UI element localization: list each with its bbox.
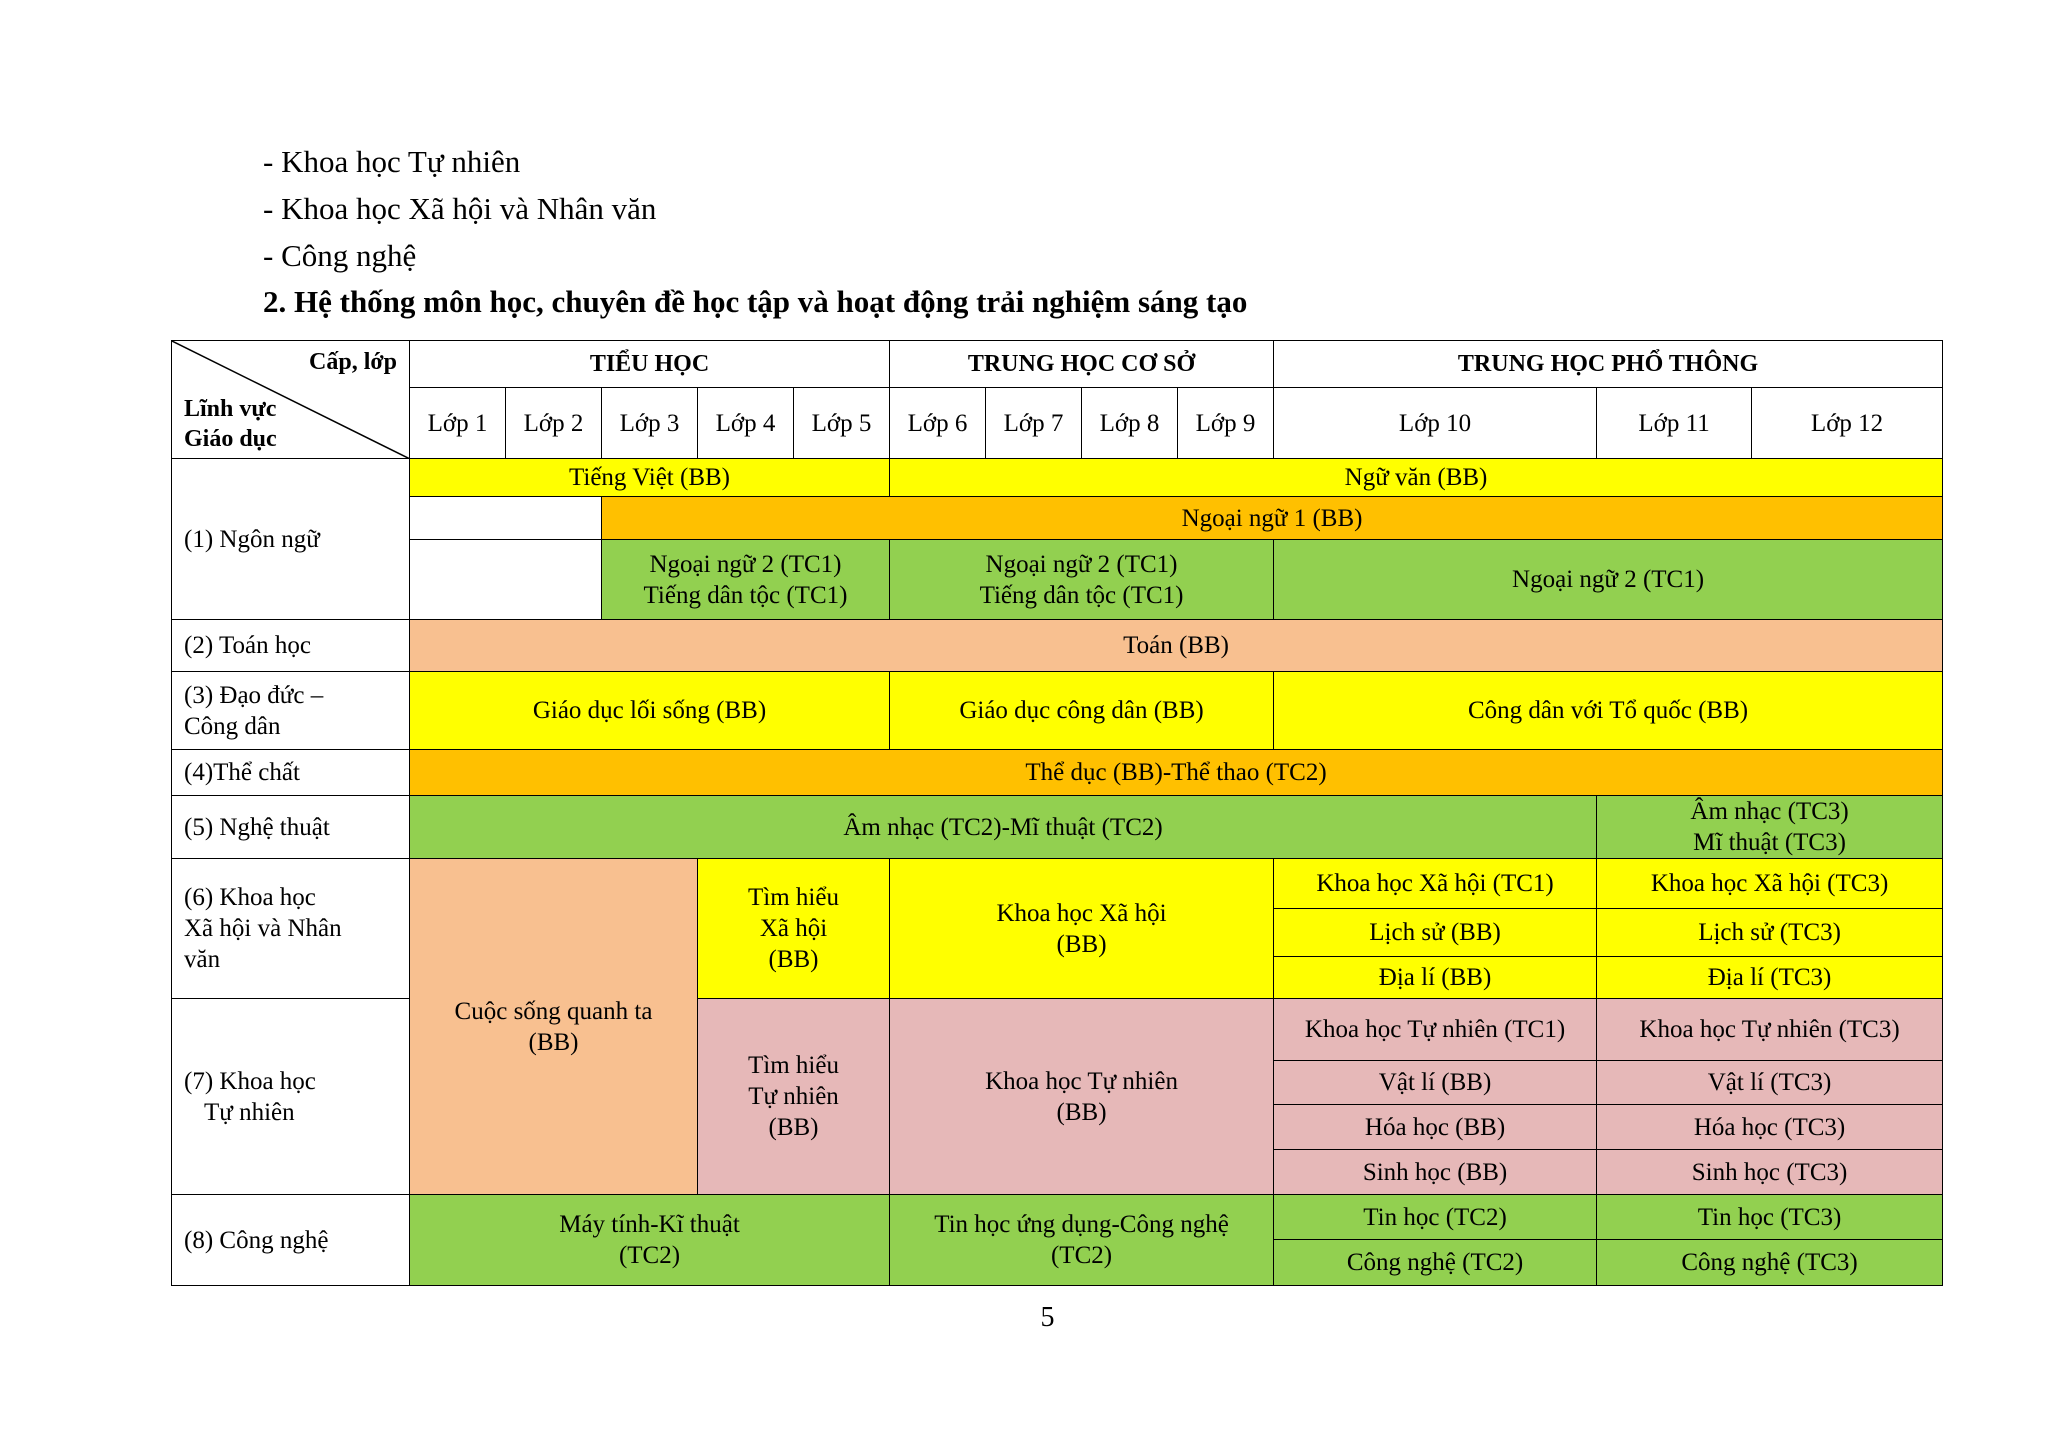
field-label: (2) Toán học [172, 620, 410, 672]
field-label-line: (7) Khoa học [184, 1067, 316, 1095]
header-row-levels [172, 341, 1943, 388]
table-row [172, 497, 1943, 540]
subject-cell: Hóa học (TC3) [1597, 1105, 1943, 1150]
field-label-line: văn [184, 946, 221, 973]
subject-cell: Khoa học Xã hội (TC1) [1274, 859, 1597, 909]
corner-top-label: Cấp, lớp [309, 349, 397, 375]
subject-line: Tin học ứng dụng-Công nghệ [934, 1211, 1229, 1238]
grade-header: Lớp 3 [602, 388, 698, 459]
subject-line: Máy tính-Kĩ thuật [559, 1211, 740, 1238]
subject-line: Tìm hiểu [748, 884, 839, 911]
corner-bottom-line: Giáo dục [184, 426, 277, 452]
subject-cell [890, 999, 1274, 1195]
grade-header: Lớp 4 [698, 388, 794, 459]
subject-cell [698, 859, 890, 999]
bullet-item: - Khoa học Tự nhiên [263, 144, 521, 179]
table-row [172, 540, 1943, 620]
subject-line: Tiếng dân tộc (TC1) [643, 581, 848, 609]
subject-cell: Ngoại ngữ 2 (TC1) [1274, 540, 1943, 620]
grade-header: Lớp 7 [986, 388, 1082, 459]
page-number: 5 [1040, 1302, 1055, 1333]
field-label [172, 859, 410, 999]
subject-line: Khoa học Tự nhiên [985, 1067, 1178, 1095]
subject-line: Khoa học Xã hội [996, 899, 1167, 927]
grade-header: Lớp 11 [1597, 388, 1752, 459]
table-row [172, 672, 1943, 750]
subject-line: (BB) [1056, 1098, 1107, 1126]
subject-line: Ngoại ngữ 2 (TC1) [985, 550, 1178, 578]
level-header-thpt: TRUNG HỌC PHỔ THÔNG [1274, 341, 1943, 388]
section-heading: 2. Hệ thống môn học, chuyên đề học tập và hoạt động trải nghiệm sáng tạo [263, 284, 1248, 319]
subject-line: Âm nhạc (TC3) [1690, 798, 1849, 825]
subject-cell: Giáo dục công dân (BB) [890, 672, 1274, 750]
field-label: (4)Thể chất [172, 750, 410, 796]
level-header-thcs: TRUNG HỌC CƠ SỞ [890, 341, 1274, 388]
subject-cell: Công nghệ (TC3) [1597, 1240, 1943, 1286]
subject-line: Mĩ thuật (TC3) [1693, 829, 1846, 856]
subject-cell: Lịch sử (TC3) [1597, 909, 1943, 957]
field-label: (5) Nghệ thuật [172, 796, 410, 859]
corner-cell [172, 341, 410, 459]
subject-line: Tìm hiểu [748, 1052, 839, 1079]
subject-cell: Khoa học Tự nhiên (TC3) [1597, 999, 1943, 1061]
grade-header: Lớp 6 [890, 388, 986, 459]
subject-cell: Công nghệ (TC2) [1274, 1240, 1597, 1286]
subject-cell [698, 999, 890, 1195]
subject-line: (BB) [768, 946, 819, 973]
subject-cell: Lịch sử (BB) [1274, 909, 1597, 957]
subject-cell: Sinh học (BB) [1274, 1150, 1597, 1195]
subject-line: (BB) [1056, 930, 1107, 958]
subject-cell: Địa lí (BB) [1274, 957, 1597, 999]
level-header-tieu-hoc: TIỂU HỌC [410, 341, 890, 388]
bullet-item: - Khoa học Xã hội và Nhân văn [263, 191, 657, 226]
field-label-line: (3) Đạo đức – [184, 681, 324, 709]
subject-cell: Tin học (TC2) [1274, 1195, 1597, 1240]
subject-cell [410, 1195, 890, 1286]
grade-header: Lớp 9 [1178, 388, 1274, 459]
grade-header: Lớp 10 [1274, 388, 1597, 459]
corner-bottom-line: Lĩnh vực [184, 396, 277, 422]
subject-cell [890, 540, 1274, 620]
subject-line: (BB) [768, 1114, 819, 1141]
subject-cell: Khoa học Tự nhiên (TC1) [1274, 999, 1597, 1061]
subject-line: (TC2) [1050, 1242, 1113, 1269]
subject-cell [410, 859, 698, 1195]
table-row [172, 796, 1943, 859]
field-label-line: Xã hội và Nhân [184, 915, 342, 942]
subject-cell: Ngữ văn (BB) [890, 459, 1943, 497]
subject-cell: Giáo dục lối sống (BB) [410, 672, 890, 750]
table-row [172, 1195, 1943, 1240]
subject-line: Tự nhiên [748, 1083, 839, 1110]
empty-cell [410, 497, 602, 540]
subject-cell [602, 540, 890, 620]
subject-cell: Khoa học Xã hội (TC3) [1597, 859, 1943, 909]
header-row-grades [172, 388, 1943, 459]
subject-line: Xã hội [759, 915, 828, 942]
field-label [172, 999, 410, 1195]
field-label [172, 672, 410, 750]
subject-cell: Công dân với Tổ quốc (BB) [1274, 672, 1943, 750]
subject-line: (BB) [528, 1028, 579, 1056]
subject-line: Tiếng dân tộc (TC1) [979, 581, 1184, 609]
subject-cell: Vật lí (BB) [1274, 1061, 1597, 1105]
field-label-line: (6) Khoa học [184, 884, 316, 911]
field-label: (8) Công nghệ [172, 1195, 410, 1286]
subject-cell: Địa lí (TC3) [1597, 957, 1943, 999]
field-label-line: Tự nhiên [204, 1098, 295, 1126]
subject-cell: Hóa học (BB) [1274, 1105, 1597, 1150]
grade-header: Lớp 2 [506, 388, 602, 459]
bullet-item: - Công nghệ [263, 238, 417, 273]
grade-header: Lớp 5 [794, 388, 890, 459]
subject-cell: Vật lí (TC3) [1597, 1061, 1943, 1105]
subject-cell: Ngoại ngữ 1 (BB) [602, 497, 1943, 540]
grade-header: Lớp 8 [1082, 388, 1178, 459]
table-row [172, 859, 1943, 909]
subject-cell: Thể dục (BB)-Thể thao (TC2) [410, 750, 1943, 796]
subject-cell: Âm nhạc (TC2)-Mĩ thuật (TC2) [410, 796, 1597, 859]
subject-line: Ngoại ngữ 2 (TC1) [649, 550, 842, 578]
table-row [172, 459, 1943, 497]
subject-cell: Toán (BB) [410, 620, 1943, 672]
corner-bottom-label [184, 394, 277, 454]
field-label-line: Công dân [184, 712, 281, 740]
bullet-list [263, 138, 656, 279]
subject-cell: Tin học (TC3) [1597, 1195, 1943, 1240]
subject-cell: Sinh học (TC3) [1597, 1150, 1943, 1195]
field-label: (1) Ngôn ngữ [172, 459, 410, 620]
table-row [172, 750, 1943, 796]
curriculum-table [171, 340, 1943, 1286]
subject-cell [890, 1195, 1274, 1286]
subject-cell [1597, 796, 1943, 859]
grade-header: Lớp 12 [1752, 388, 1943, 459]
grade-header: Lớp 1 [410, 388, 506, 459]
table-row [172, 620, 1943, 672]
subject-cell: Tiếng Việt (BB) [410, 459, 890, 497]
subject-line: Cuộc sống quanh ta [454, 997, 653, 1025]
empty-cell [410, 540, 602, 620]
subject-line: (TC2) [618, 1242, 681, 1269]
subject-cell [890, 859, 1274, 999]
